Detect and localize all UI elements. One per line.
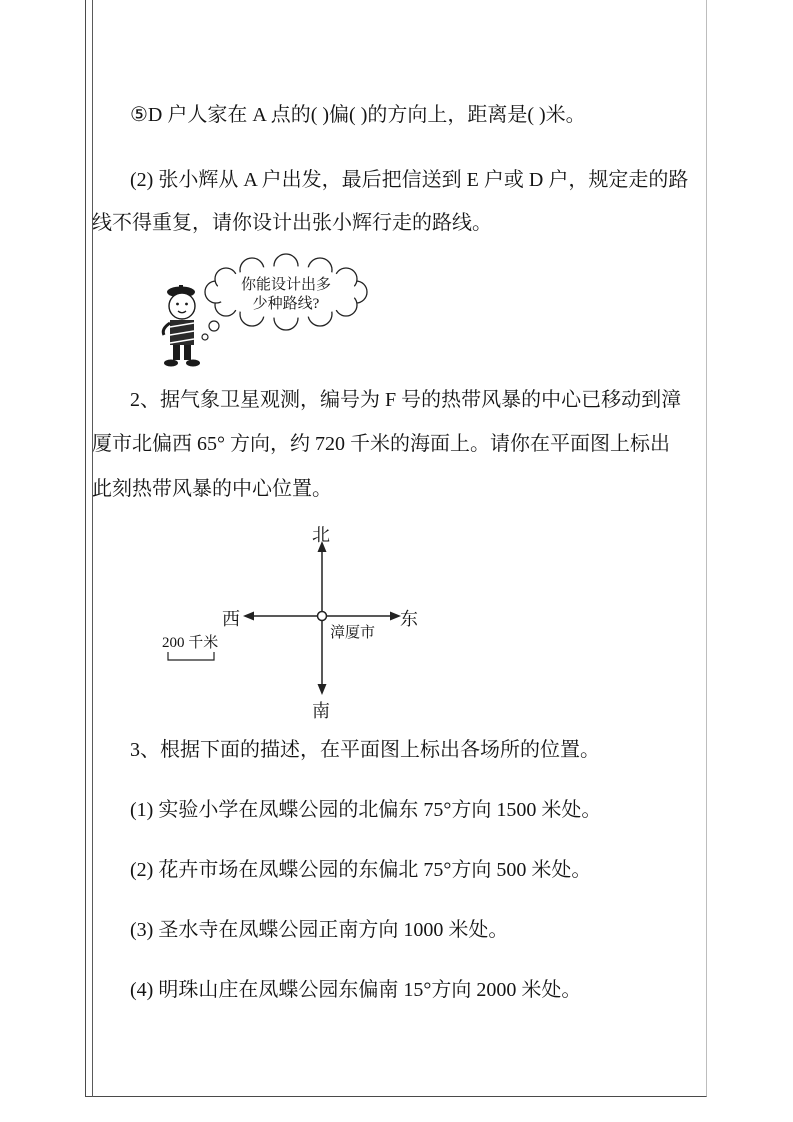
compass-south-label: 南 (312, 701, 330, 721)
question-5-text: ⑤D 户人家在 A 点的( )偏( )的方向上，距离是( )米。 (130, 104, 586, 126)
problem1-sub2-line1: (2) 张小辉从 A 户出发，最后把信送到 E 户或 D 户，规定走的路 (130, 169, 689, 191)
thought-bubble-line2: 少种路线? (252, 296, 320, 312)
problem1-sub2-line2: 线不得重复，请你设计出张小辉行走的路线。 (92, 212, 492, 234)
problem3-item-4: (4) 明珠山庄在凤蝶公园东偏南 15°方向 2000 米处。 (130, 979, 582, 1001)
compass-west-label: 西 (222, 609, 240, 629)
thought-bubble-line1: 你能设计出多 (240, 277, 331, 293)
compass-east-label: 东 (400, 609, 418, 629)
compass-center-city-label: 漳厦市 (330, 625, 376, 641)
problem2-line2: 厦市北偏西 65° 方向，约 720 千米的海面上。请你在平面图上标出 (92, 433, 670, 455)
problem3-item-3: (3) 圣水寺在凤蝶公园正南方向 1000 米处。 (130, 919, 509, 941)
thought-bubble-text (218, 276, 354, 314)
problem3-item-2: (2) 花卉市场在凤蝶公园的东偏北 75°方向 500 米处。 (130, 859, 592, 881)
scale-bracket (168, 652, 214, 660)
map-scale-label: 200 千米 (162, 635, 219, 651)
problem2-line1: 2、据气象卫星观测，编号为 F 号的热带风暴的中心已移动到漳 (130, 389, 682, 411)
problem3-item-1: (1) 实验小学在凤蝶公园的北偏东 75°方向 1500 米处。 (130, 799, 602, 821)
compass-axes-icon (150, 521, 430, 719)
problem3-title: 3、根据下面的描述，在平面图上标出各场所的位置。 (130, 739, 600, 761)
page-border-inner-line (92, 0, 93, 1097)
thought-bubble (198, 252, 368, 347)
compass-north-label: 北 (312, 525, 330, 545)
compass-diagram (150, 521, 430, 719)
problem2-line3: 此刻热带风暴的中心位置。 (92, 478, 332, 500)
